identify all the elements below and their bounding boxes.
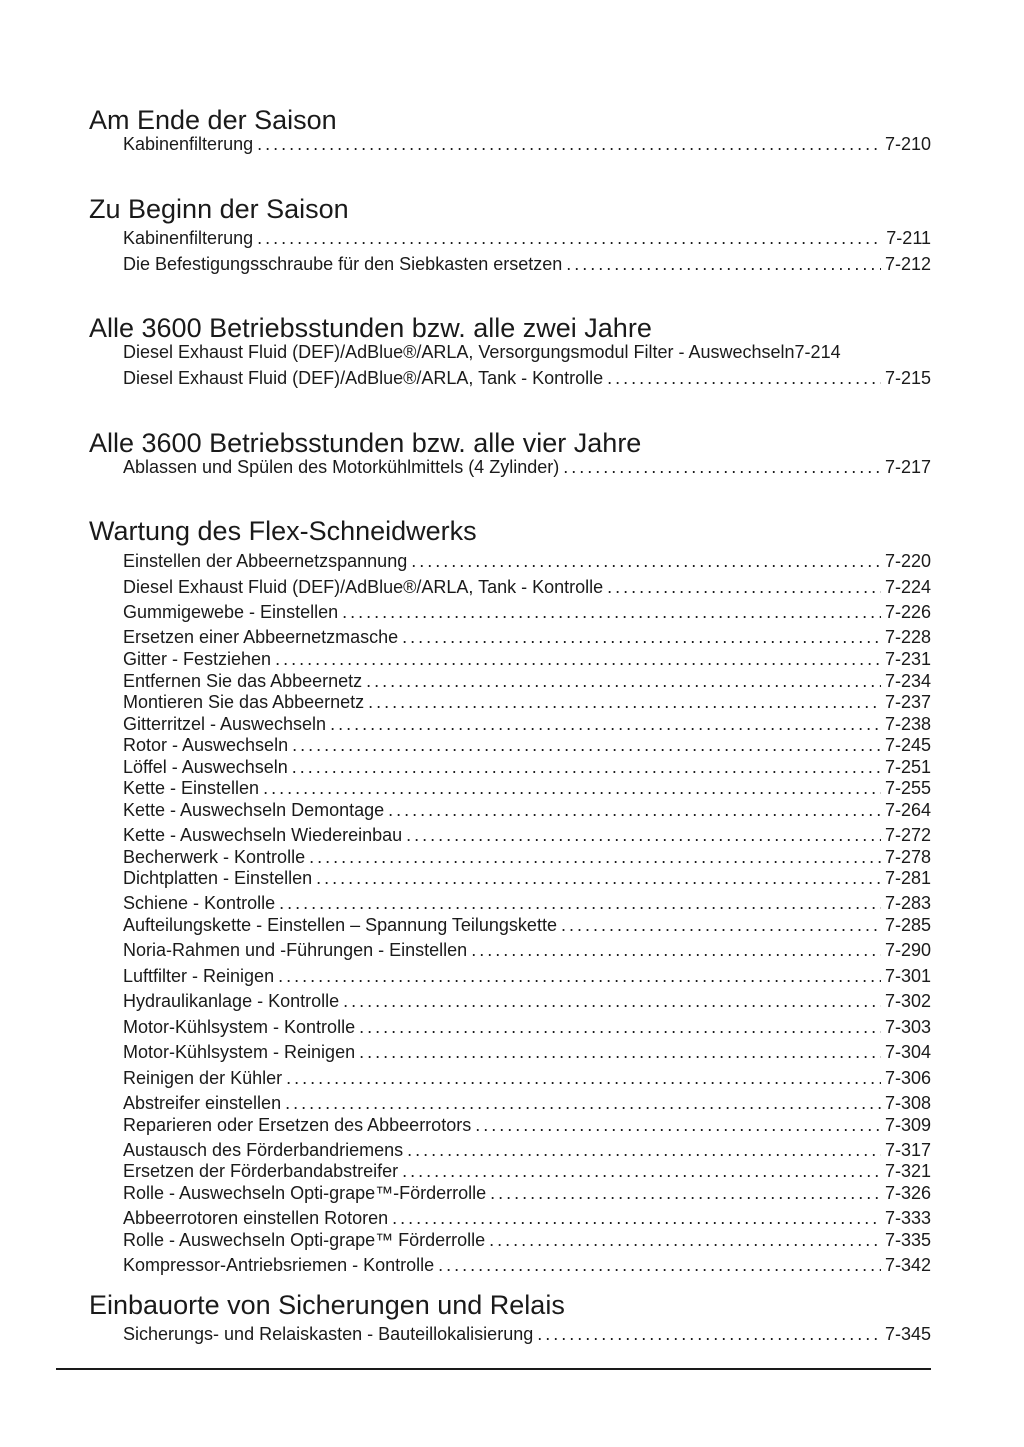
section-title: Alle 3600 Betriebsstunden bzw. alle vier Jahre <box>89 428 642 458</box>
entry-label: Ablassen und Spülen des Motorkühlmittels (4 Zylinder) <box>123 457 560 477</box>
entry-label: Kette - Auswechseln Demontage <box>123 800 385 820</box>
dot-leader <box>309 846 881 868</box>
dot-leader <box>275 648 881 670</box>
entry-label: Motor-Kühlsystem - Kontrolle <box>123 1017 356 1037</box>
entry-label: Aufteilungskette - Einstellen – Spannung Teilungskette <box>123 915 557 935</box>
entry-label: Dichtplatten - Einstellen <box>123 868 313 888</box>
entry-label: Entfernen Sie das Abbeernetz <box>123 671 363 691</box>
entry-page-number: 7-255 <box>884 778 931 798</box>
dot-leader <box>359 1041 881 1063</box>
toc-entry[interactable] <box>123 576 931 598</box>
entry-label: Rotor - Auswechseln <box>123 735 289 755</box>
entry-page-number: 7-317 <box>884 1140 931 1160</box>
dot-leader <box>566 253 881 275</box>
dot-leader <box>402 1160 881 1182</box>
entry-label: Ersetzen einer Abbeernetzmasche <box>123 627 399 647</box>
toc-entry[interactable] <box>123 990 931 1012</box>
toc-entry[interactable] <box>123 846 931 868</box>
entry-label: Sicherungs- und Relaiskasten - Bauteillokalisierung <box>123 1324 534 1344</box>
toc-entry[interactable] <box>123 939 931 961</box>
dot-leader <box>490 1182 881 1204</box>
toc-entry[interactable] <box>123 1139 931 1161</box>
toc-entry[interactable] <box>123 550 931 572</box>
dot-leader <box>438 1254 881 1276</box>
entry-page-number: 7-335 <box>884 1230 931 1250</box>
entry-page-number: 7-224 <box>884 577 931 597</box>
dot-leader <box>359 1016 881 1038</box>
dot-leader <box>402 626 881 648</box>
entry-page-number: 7-220 <box>884 551 931 571</box>
toc-entry[interactable] <box>123 626 931 648</box>
footer-rule <box>56 1368 931 1370</box>
toc-entry[interactable] <box>123 1207 931 1229</box>
toc-entry[interactable] <box>123 227 931 249</box>
entry-label: Kompressor-Antriebsriemen - Kontrolle <box>123 1255 435 1275</box>
entry-page-number: 7-238 <box>884 714 931 734</box>
entry-label: Kette - Einstellen <box>123 778 260 798</box>
dot-leader <box>263 777 881 799</box>
toc-entry[interactable] <box>123 1114 931 1136</box>
dot-leader <box>285 1092 881 1114</box>
entry-page-number: 7-212 <box>884 254 931 274</box>
entry-label: Reinigen der Kühler <box>123 1068 283 1088</box>
entry-label: Becherwerk - Kontrolle <box>123 847 306 867</box>
entry-page-number: 7-345 <box>884 1324 931 1344</box>
entry-label: Kabinenfilterung <box>123 228 254 248</box>
entry-page-number: 7-342 <box>884 1255 931 1275</box>
toc-entry[interactable] <box>123 670 931 692</box>
entry-page-number: 7-210 <box>884 134 931 154</box>
entry-label: Abstreifer einstellen <box>123 1093 282 1113</box>
entry-page-number: 7-309 <box>884 1115 931 1135</box>
entry-page-number: 7-326 <box>884 1183 931 1203</box>
entry-label: Hydraulikanlage - Kontrolle <box>123 991 340 1011</box>
dot-leader <box>316 867 881 889</box>
toc-entry[interactable] <box>123 824 931 846</box>
toc-entry[interactable] <box>123 1323 931 1345</box>
entry-label: Abbeerrotoren einstellen Rotoren <box>123 1208 389 1228</box>
dot-leader <box>257 227 882 249</box>
toc-entry[interactable] <box>123 965 931 987</box>
toc-entry[interactable] <box>123 1182 931 1204</box>
entry-label: Motor-Kühlsystem - Reinigen <box>123 1042 356 1062</box>
dot-leader <box>537 1323 881 1345</box>
dot-leader <box>607 367 881 389</box>
entry-label: Diesel Exhaust Fluid (DEF)/AdBlue®/ARLA, Versorgungsmodul Filter - Auswechseln <box>123 342 795 362</box>
entry-page-number: 7-237 <box>884 692 931 712</box>
entry-page-number: 7-303 <box>884 1017 931 1037</box>
entry-page-number: 7-301 <box>884 966 931 986</box>
entry-page-number: 7-226 <box>884 602 931 622</box>
entry-label: Montieren Sie das Abbeernetz <box>123 692 365 712</box>
dot-leader <box>475 1114 881 1136</box>
toc-entry[interactable] <box>123 892 931 914</box>
entry-page-number: 7-304 <box>884 1042 931 1062</box>
entry-page-number: 7-321 <box>884 1161 931 1181</box>
entry-label: Die Befestigungsschraube für den Siebkasten ersetzen <box>123 254 563 274</box>
dot-leader <box>561 914 881 936</box>
entry-page-number: 7-290 <box>884 940 931 960</box>
dot-leader <box>330 713 881 735</box>
entry-page-number: 7-302 <box>884 991 931 1011</box>
entry-label: Ersetzen der Förderbandabstreifer <box>123 1161 399 1181</box>
toc-entry[interactable] <box>123 799 931 821</box>
toc-entry[interactable] <box>123 914 931 936</box>
entry-label: Noria-Rahmen und -Führungen - Einstellen <box>123 940 468 960</box>
toc-entry[interactable] <box>123 1160 931 1182</box>
toc-entry[interactable] <box>123 1016 931 1038</box>
entry-label: Rolle - Auswechseln Opti-grape™ Förderrolle <box>123 1230 486 1250</box>
toc-entry[interactable] <box>123 1041 931 1063</box>
section-title: Wartung des Flex-Schneidwerks <box>89 516 477 546</box>
entry-page-number: 7-281 <box>884 868 931 888</box>
section-title: Am Ende der Saison <box>89 105 337 135</box>
toc-entry[interactable] <box>123 341 931 363</box>
entry-label: Diesel Exhaust Fluid (DEF)/AdBlue®/ARLA, Tank - Kontrolle <box>123 368 604 388</box>
entry-label: Löffel - Auswechseln <box>123 757 288 777</box>
toc-entry[interactable] <box>123 1092 931 1114</box>
entry-label: Diesel Exhaust Fluid (DEF)/AdBlue®/ARLA, Tank - Kontrolle <box>123 577 604 597</box>
dot-leader <box>411 550 881 572</box>
dot-leader <box>257 133 881 155</box>
dot-leader <box>278 965 881 987</box>
toc-entry[interactable] <box>123 1067 931 1089</box>
entry-label: Einstellen der Abbeernetzspannung <box>123 551 408 571</box>
dot-leader <box>368 691 881 713</box>
toc-entry[interactable] <box>123 713 931 735</box>
toc-entry[interactable] <box>123 1229 931 1251</box>
entry-page-number: 7-215 <box>884 368 931 388</box>
dot-leader <box>392 1207 881 1229</box>
toc-entry[interactable] <box>123 456 931 478</box>
entry-page-number: 7-211 <box>886 228 931 248</box>
dot-leader <box>471 939 881 961</box>
toc-entry[interactable] <box>123 601 931 623</box>
entry-label: Gummigewebe - Einstellen <box>123 602 339 622</box>
entry-page-number: 7-283 <box>884 893 931 913</box>
dot-leader <box>292 734 881 756</box>
dot-leader <box>489 1229 881 1251</box>
dot-leader <box>406 824 881 846</box>
dot-leader <box>279 892 881 914</box>
dot-leader <box>407 1139 881 1161</box>
dot-leader <box>563 456 881 478</box>
section-title: Einbauorte von Sicherungen und Relais <box>89 1290 565 1320</box>
entry-page-number: 7-251 <box>884 757 931 777</box>
entry-label: Rolle - Auswechseln Opti-grape™-Förderrolle <box>123 1183 487 1203</box>
dot-leader <box>607 576 881 598</box>
entry-page-number: 7-272 <box>884 825 931 845</box>
entry-label: Schiene - Kontrolle <box>123 893 276 913</box>
entry-label: Gitter - Festziehen <box>123 649 272 669</box>
toc-entry[interactable] <box>123 756 931 778</box>
entry-label: Gitterritzel - Auswechseln <box>123 714 327 734</box>
dot-leader <box>292 756 881 778</box>
toc-entry[interactable] <box>123 734 931 756</box>
toc-entry[interactable] <box>123 253 931 275</box>
entry-page-number: 7-234 <box>884 671 931 691</box>
dot-leader <box>388 799 881 821</box>
dot-leader <box>343 990 881 1012</box>
entry-page-number: 7-228 <box>884 627 931 647</box>
entry-label: Reparieren oder Ersetzen des Abbeerrotors <box>123 1115 472 1135</box>
entry-label: Kabinenfilterung <box>123 134 254 154</box>
section-title: Zu Beginn der Saison <box>89 194 349 224</box>
entry-page-number: 7-308 <box>884 1093 931 1113</box>
entry-page-number: 7-214 <box>794 342 841 362</box>
section-title: Alle 3600 Betriebsstunden bzw. alle zwei Jahre <box>89 313 652 343</box>
entry-page-number: 7-264 <box>884 800 931 820</box>
toc-entry[interactable] <box>123 367 931 389</box>
dot-leader <box>366 670 881 692</box>
toc-entry[interactable] <box>123 648 931 670</box>
entry-label: Austausch des Förderbandriemens <box>123 1140 404 1160</box>
toc-entry[interactable] <box>123 1254 931 1276</box>
toc-entry[interactable] <box>123 867 931 889</box>
entry-page-number: 7-231 <box>884 649 931 669</box>
toc-entry[interactable] <box>123 777 931 799</box>
toc-entry[interactable] <box>123 133 931 155</box>
entry-page-number: 7-285 <box>884 915 931 935</box>
dot-leader <box>342 601 881 623</box>
entry-page-number: 7-217 <box>884 457 931 477</box>
toc-entry[interactable] <box>123 691 931 713</box>
entry-page-number: 7-245 <box>884 735 931 755</box>
entry-label: Kette - Auswechseln Wiedereinbau <box>123 825 403 845</box>
entry-label: Luftfilter - Reinigen <box>123 966 275 986</box>
entry-page-number: 7-306 <box>884 1068 931 1088</box>
dot-leader <box>286 1067 881 1089</box>
entry-page-number: 7-333 <box>884 1208 931 1228</box>
entry-page-number: 7-278 <box>884 847 931 867</box>
